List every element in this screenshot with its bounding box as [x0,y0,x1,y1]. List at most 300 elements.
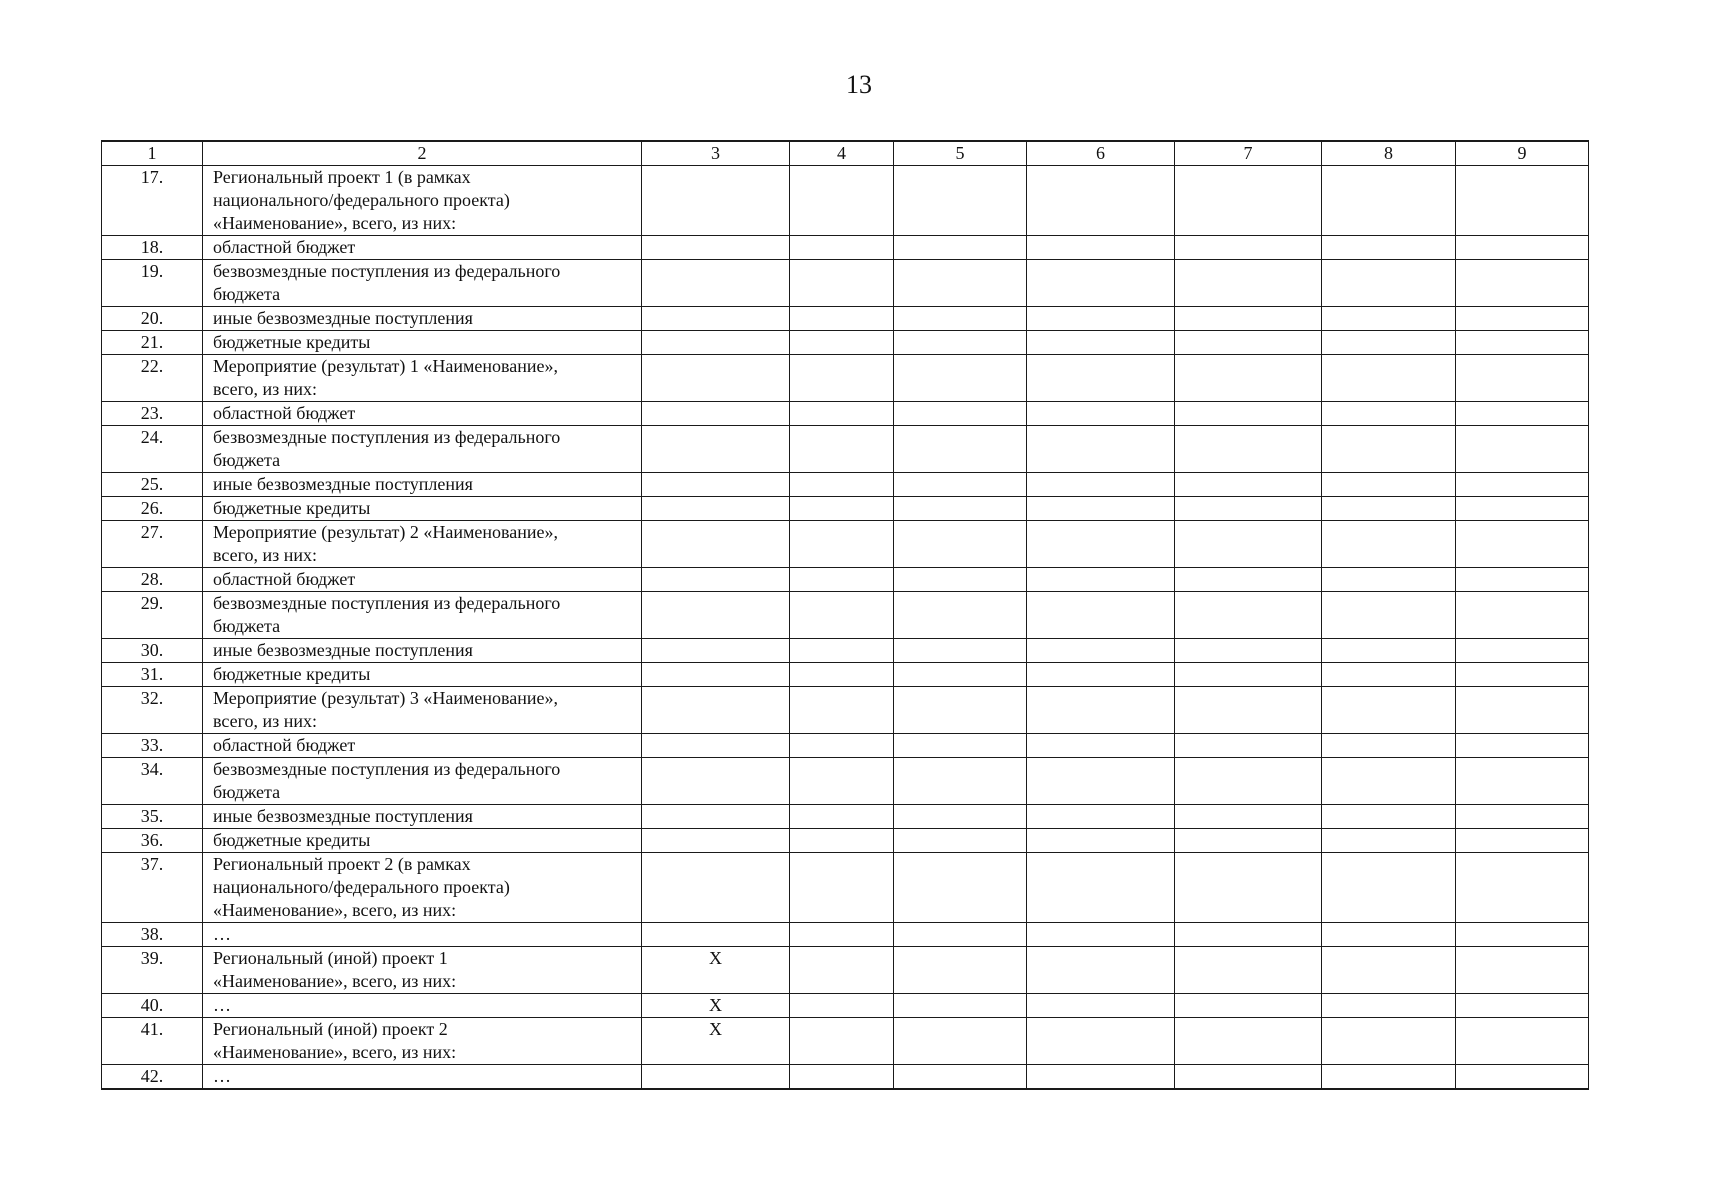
table-row [102,426,1589,473]
row-name-line: областной бюджет [213,403,356,423]
cell-col-7 [1175,473,1322,497]
cell-col-7 [1175,947,1322,994]
table-row [102,260,1589,307]
cell-col-4 [790,734,894,758]
row-number: 41. [102,1018,203,1065]
cell-col-9 [1456,1065,1589,1090]
cell-col-7 [1175,260,1322,307]
cell-col-8 [1322,1018,1456,1065]
cell-col-3 [642,166,790,236]
cell-col-4 [790,663,894,687]
cell-col-4 [790,260,894,307]
row-name-line: национального/федерального проекта) [213,190,510,210]
table-header-row [102,141,1589,166]
row-name-line: бюджета [213,284,281,304]
row-name-line: всего, из них: [213,379,318,399]
cell-col-6 [1027,473,1175,497]
row-name-line: Региональный (иной) проект 1 [213,948,448,968]
table-row [102,758,1589,805]
cell-col-9 [1456,639,1589,663]
row-number: 24. [102,426,203,473]
cell-col-7 [1175,331,1322,355]
cell-col-7 [1175,426,1322,473]
row-name [203,331,642,355]
table-row [102,687,1589,734]
cell-col-8 [1322,355,1456,402]
row-name-line: иные безвозмездные поступления [213,806,473,826]
table-row [102,497,1589,521]
table-row [102,1065,1589,1090]
row-name [203,758,642,805]
cell-col-3 [642,758,790,805]
cell-col-8 [1322,994,1456,1018]
row-name-line: Региональный (иной) проект 2 [213,1019,448,1039]
cell-col-5 [894,331,1027,355]
table-row [102,1018,1589,1065]
row-name [203,355,642,402]
row-name-line: Региональный проект 1 (в рамках [213,167,471,187]
row-name-line: «Наименование», всего, из них: [213,213,457,233]
row-number: 26. [102,497,203,521]
row-number: 20. [102,307,203,331]
row-number: 27. [102,521,203,568]
cell-col-5 [894,1065,1027,1090]
row-name [203,853,642,923]
cell-col-6 [1027,1065,1175,1090]
cell-col-6 [1027,829,1175,853]
cell-col-8 [1322,260,1456,307]
row-number: 39. [102,947,203,994]
cell-col-6 [1027,734,1175,758]
cell-col-6 [1027,923,1175,947]
row-name-line: Региональный проект 2 (в рамках [213,854,471,874]
column-header-2: 2 [203,141,642,166]
cell-col-3 [642,402,790,426]
cell-col-9 [1456,923,1589,947]
row-number: 25. [102,473,203,497]
row-name [203,307,642,331]
cell-col-4 [790,426,894,473]
cell-col-7 [1175,497,1322,521]
cell-col-7 [1175,568,1322,592]
row-name [203,592,642,639]
cell-col-5 [894,497,1027,521]
cell-col-4 [790,1018,894,1065]
cell-col-7 [1175,923,1322,947]
table-row [102,994,1589,1018]
cell-col-9 [1456,947,1589,994]
cell-col-9 [1456,758,1589,805]
cell-col-4 [790,687,894,734]
row-name-line: Мероприятие (результат) 1 «Наименование», [213,356,559,376]
cell-col-7 [1175,758,1322,805]
column-header-5: 5 [894,141,1027,166]
cell-col-8 [1322,166,1456,236]
cell-col-6 [1027,663,1175,687]
cell-col-3 [642,521,790,568]
table-row [102,639,1589,663]
cell-col-6 [1027,758,1175,805]
cell-col-6 [1027,236,1175,260]
cell-col-6 [1027,260,1175,307]
cell-col-8 [1322,923,1456,947]
cell-col-7 [1175,1018,1322,1065]
budget-table [101,140,1589,1090]
cell-col-3: X [642,947,790,994]
row-name-line: «Наименование», всего, из них: [213,971,457,991]
cell-col-7 [1175,994,1322,1018]
cell-col-8 [1322,521,1456,568]
cell-col-3 [642,734,790,758]
cell-col-8 [1322,805,1456,829]
cell-col-3 [642,473,790,497]
table-row [102,568,1589,592]
cell-col-4 [790,592,894,639]
row-name-line: бюджетные кредиты [213,332,371,352]
cell-col-8 [1322,426,1456,473]
cell-col-4 [790,829,894,853]
column-header-8: 8 [1322,141,1456,166]
cell-col-6 [1027,639,1175,663]
row-name [203,687,642,734]
row-number: 22. [102,355,203,402]
row-name-line: иные безвозмездные поступления [213,474,473,494]
row-name [203,1018,642,1065]
cell-col-9 [1456,236,1589,260]
cell-col-3 [642,639,790,663]
cell-col-5 [894,473,1027,497]
cell-col-3: X [642,1018,790,1065]
column-header-9: 9 [1456,141,1589,166]
cell-col-7 [1175,805,1322,829]
cell-col-4 [790,307,894,331]
table-row [102,331,1589,355]
table-row [102,853,1589,923]
cell-col-3 [642,497,790,521]
table-row [102,947,1589,994]
cell-col-6 [1027,853,1175,923]
cell-col-8 [1322,853,1456,923]
cell-col-5 [894,663,1027,687]
row-number: 37. [102,853,203,923]
row-number: 18. [102,236,203,260]
row-name-line: всего, из них: [213,545,318,565]
row-name-line: всего, из них: [213,711,318,731]
table-row [102,923,1589,947]
cell-col-3 [642,307,790,331]
cell-col-3 [642,260,790,307]
cell-col-8 [1322,1065,1456,1090]
row-number: 29. [102,592,203,639]
row-name-line: иные безвозмездные поступления [213,640,473,660]
cell-col-4 [790,402,894,426]
cell-col-7 [1175,166,1322,236]
cell-col-6 [1027,592,1175,639]
cell-col-3 [642,923,790,947]
row-number: 28. [102,568,203,592]
row-name [203,923,642,947]
cell-col-6 [1027,521,1175,568]
row-name-line: бюджетные кредиты [213,830,371,850]
row-name-line: безвозмездные поступления из федерального [213,593,561,613]
row-number: 33. [102,734,203,758]
row-name-line: «Наименование», всего, из них: [213,900,457,920]
cell-col-6 [1027,947,1175,994]
row-number: 19. [102,260,203,307]
table-body [102,166,1589,1090]
cell-col-6 [1027,497,1175,521]
cell-col-5 [894,166,1027,236]
cell-col-8 [1322,639,1456,663]
cell-col-5 [894,829,1027,853]
cell-col-7 [1175,853,1322,923]
cell-col-5 [894,947,1027,994]
cell-col-5 [894,592,1027,639]
cell-col-6 [1027,426,1175,473]
row-number: 32. [102,687,203,734]
cell-col-5 [894,639,1027,663]
cell-col-8 [1322,829,1456,853]
row-name-line: безвозмездные поступления из федерального [213,427,561,447]
column-header-7: 7 [1175,141,1322,166]
cell-col-4 [790,331,894,355]
cell-col-4 [790,236,894,260]
cell-col-8 [1322,307,1456,331]
cell-col-3 [642,829,790,853]
cell-col-7 [1175,402,1322,426]
cell-col-4 [790,758,894,805]
cell-col-5 [894,687,1027,734]
cell-col-6 [1027,994,1175,1018]
cell-col-5 [894,521,1027,568]
cell-col-4 [790,497,894,521]
cell-col-4 [790,994,894,1018]
row-number: 30. [102,639,203,663]
cell-col-4 [790,947,894,994]
cell-col-9 [1456,426,1589,473]
row-name-line: бюджетные кредиты [213,498,371,518]
cell-col-7 [1175,355,1322,402]
cell-col-5 [894,260,1027,307]
row-number: 34. [102,758,203,805]
row-name [203,402,642,426]
cell-col-9 [1456,663,1589,687]
cell-col-5 [894,568,1027,592]
row-name [203,568,642,592]
cell-col-5 [894,805,1027,829]
cell-col-9 [1456,829,1589,853]
cell-col-6 [1027,355,1175,402]
row-number: 17. [102,166,203,236]
cell-col-6 [1027,402,1175,426]
row-name [203,426,642,473]
row-name-line: безвозмездные поступления из федерального [213,759,561,779]
cell-col-3 [642,805,790,829]
cell-col-3 [642,236,790,260]
row-name-line: … [213,1066,231,1086]
row-name [203,236,642,260]
row-number: 23. [102,402,203,426]
row-number: 21. [102,331,203,355]
cell-col-9 [1456,355,1589,402]
cell-col-8 [1322,734,1456,758]
row-name-line: Мероприятие (результат) 3 «Наименование», [213,688,559,708]
cell-col-8 [1322,592,1456,639]
cell-col-3 [642,568,790,592]
row-name [203,639,642,663]
cell-col-9 [1456,331,1589,355]
cell-col-7 [1175,307,1322,331]
cell-col-3 [642,687,790,734]
cell-col-8 [1322,663,1456,687]
cell-col-4 [790,568,894,592]
row-name-line: … [213,924,231,944]
cell-col-9 [1456,994,1589,1018]
row-name [203,734,642,758]
row-name-line: … [213,995,231,1015]
table-row [102,473,1589,497]
cell-col-7 [1175,829,1322,853]
cell-col-3 [642,592,790,639]
page-number: 13 [846,70,872,99]
table-row [102,592,1589,639]
table-row [102,663,1589,687]
cell-col-8 [1322,236,1456,260]
cell-col-4 [790,521,894,568]
cell-col-3 [642,663,790,687]
cell-col-5 [894,1018,1027,1065]
cell-col-8 [1322,947,1456,994]
cell-col-5 [894,734,1027,758]
row-name-line: Мероприятие (результат) 2 «Наименование», [213,522,559,542]
cell-col-9 [1456,853,1589,923]
cell-col-4 [790,166,894,236]
cell-col-7 [1175,1065,1322,1090]
cell-col-6 [1027,1018,1175,1065]
column-header-4: 4 [790,141,894,166]
cell-col-4 [790,1065,894,1090]
cell-col-5 [894,355,1027,402]
cell-col-8 [1322,758,1456,805]
table-row [102,402,1589,426]
row-name [203,1065,642,1090]
row-name-line: бюджета [213,450,281,470]
cell-col-5 [894,758,1027,805]
cell-col-3 [642,426,790,473]
cell-col-8 [1322,687,1456,734]
cell-col-6 [1027,331,1175,355]
row-name [203,663,642,687]
row-name-line: областной бюджет [213,237,356,257]
cell-col-3 [642,853,790,923]
cell-col-4 [790,805,894,829]
cell-col-9 [1456,307,1589,331]
row-name [203,497,642,521]
row-name [203,521,642,568]
cell-col-7 [1175,663,1322,687]
cell-col-7 [1175,639,1322,663]
table-row [102,307,1589,331]
cell-col-9 [1456,166,1589,236]
cell-col-7 [1175,687,1322,734]
cell-col-8 [1322,331,1456,355]
cell-col-6 [1027,307,1175,331]
row-number: 38. [102,923,203,947]
cell-col-5 [894,994,1027,1018]
row-name-line: бюджетные кредиты [213,664,371,684]
row-number: 35. [102,805,203,829]
row-name [203,994,642,1018]
cell-col-9 [1456,592,1589,639]
cell-col-9 [1456,1018,1589,1065]
cell-col-5 [894,853,1027,923]
cell-col-8 [1322,473,1456,497]
cell-col-9 [1456,402,1589,426]
table-row [102,829,1589,853]
cell-col-6 [1027,568,1175,592]
cell-col-8 [1322,402,1456,426]
row-name-line: бюджета [213,782,281,802]
cell-col-3: X [642,994,790,1018]
cell-col-4 [790,355,894,402]
row-name [203,166,642,236]
table-row [102,166,1589,236]
row-number: 31. [102,663,203,687]
cell-col-3 [642,331,790,355]
cell-col-6 [1027,805,1175,829]
cell-col-4 [790,853,894,923]
cell-col-9 [1456,473,1589,497]
table-row [102,805,1589,829]
cell-col-3 [642,1065,790,1090]
row-name [203,260,642,307]
row-name [203,805,642,829]
row-name-line: «Наименование», всего, из них: [213,1042,457,1062]
cell-col-9 [1456,687,1589,734]
row-name [203,947,642,994]
row-name [203,473,642,497]
table-row [102,355,1589,402]
cell-col-9 [1456,521,1589,568]
cell-col-6 [1027,687,1175,734]
cell-col-4 [790,923,894,947]
cell-col-5 [894,402,1027,426]
row-name-line: иные безвозмездные поступления [213,308,473,328]
cell-col-9 [1456,497,1589,521]
row-name-line: областной бюджет [213,735,356,755]
table-row [102,734,1589,758]
column-header-6: 6 [1027,141,1175,166]
cell-col-9 [1456,805,1589,829]
cell-col-5 [894,236,1027,260]
cell-col-8 [1322,497,1456,521]
cell-col-7 [1175,521,1322,568]
cell-col-9 [1456,734,1589,758]
table-row [102,236,1589,260]
cell-col-5 [894,307,1027,331]
table-row [102,521,1589,568]
cell-col-8 [1322,568,1456,592]
row-number: 36. [102,829,203,853]
cell-col-4 [790,639,894,663]
cell-col-5 [894,426,1027,473]
column-header-3: 3 [642,141,790,166]
cell-col-9 [1456,568,1589,592]
column-header-1: 1 [102,141,203,166]
row-name [203,829,642,853]
row-name-line: национального/федерального проекта) [213,877,510,897]
row-name-line: бюджета [213,616,281,636]
